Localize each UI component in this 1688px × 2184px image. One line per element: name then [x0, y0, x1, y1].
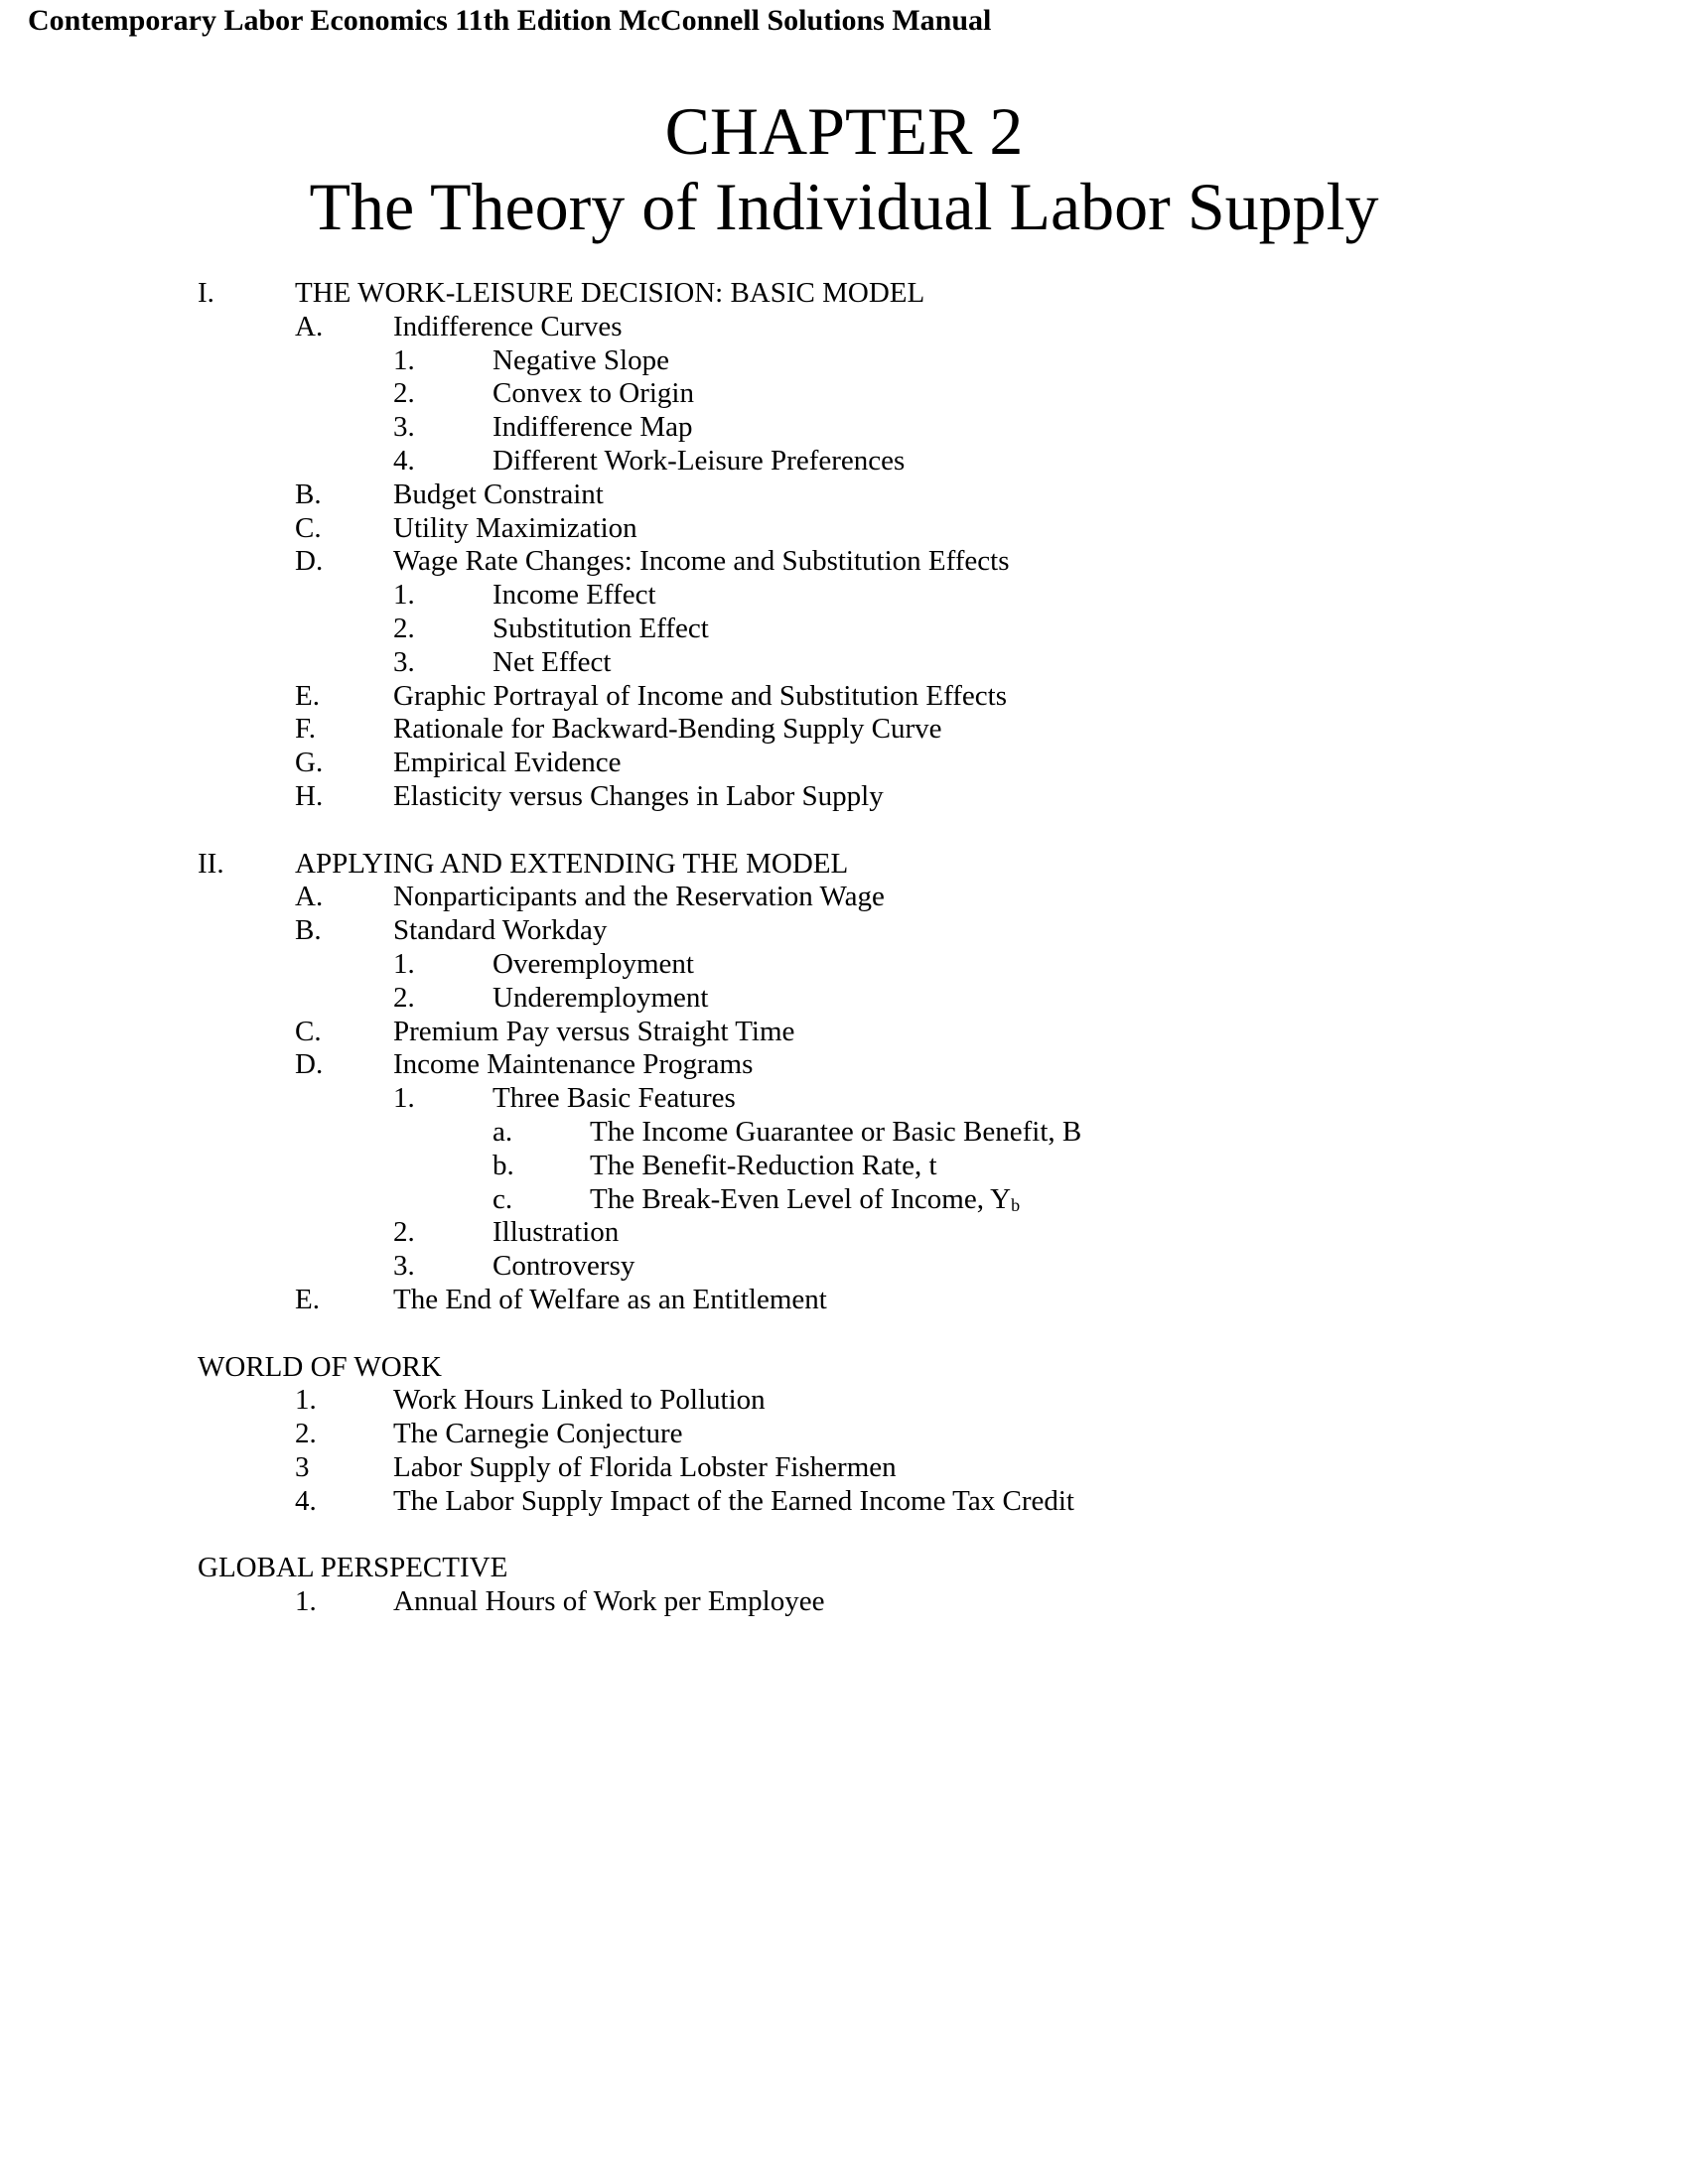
outline-text: Income Maintenance Programs — [393, 1048, 754, 1081]
outline-label: 3. — [393, 1250, 415, 1283]
outline-item — [0, 1284, 1688, 1317]
outline-text-wrap — [492, 646, 611, 680]
outline-text: Income Effect — [492, 579, 656, 612]
outline-item — [0, 545, 1688, 579]
outline-item — [0, 1384, 1688, 1418]
outline-text: The Break-Even Level of Income, Y — [590, 1182, 1012, 1215]
outline-item — [0, 982, 1688, 1016]
outline-item — [0, 881, 1688, 914]
outline-label: a. — [492, 1115, 513, 1148]
outline-text: Nonparticipants and the Reservation Wage — [393, 881, 885, 913]
outline-label: c. — [492, 1182, 513, 1215]
outline-text: The Labor Supply Impact of the Earned Income Tax Credit — [393, 1484, 1074, 1517]
outline-item — [0, 1082, 1688, 1116]
outline-label: 3 — [295, 1450, 310, 1483]
outline-item — [0, 1216, 1688, 1250]
outline-text-wrap — [393, 545, 1009, 579]
outline-text: Wage Rate Changes: Income and Substitution Effects — [393, 545, 1010, 578]
outline-label: E. — [295, 1283, 320, 1315]
outline-text-wrap — [393, 914, 607, 948]
outline-text: Three Basic Features — [492, 1082, 736, 1115]
outline-label: 2. — [393, 1216, 415, 1249]
outline-text-wrap — [393, 1585, 824, 1619]
outline-text-wrap — [492, 1250, 634, 1284]
outline-text-wrap — [492, 344, 669, 378]
outline-text: Rationale for Backward-Bending Supply Curve — [393, 713, 942, 746]
outline-text-wrap — [590, 1150, 937, 1183]
outline-text-wrap — [393, 881, 885, 914]
outline-label: B. — [295, 478, 322, 510]
outline-text: The Benefit-Reduction Rate, t — [590, 1149, 937, 1181]
outline-item — [0, 1116, 1688, 1150]
outline-text: Convex to Origin — [492, 377, 694, 410]
outline-item — [0, 914, 1688, 948]
outline-label: 1. — [393, 947, 415, 980]
outline-text: Overemployment — [492, 947, 694, 980]
outline-label: C. — [295, 1015, 322, 1047]
outline-text-wrap — [393, 1384, 766, 1418]
outline-text-wrap — [590, 1183, 1020, 1217]
outline-text: Standard Workday — [393, 914, 608, 947]
outline-item — [0, 377, 1688, 411]
outline-section — [0, 848, 1688, 882]
outline-text-wrap — [492, 411, 693, 445]
outline-text: Annual Hours of Work per Employee — [393, 1585, 825, 1618]
outline-section — [0, 1552, 1688, 1585]
outline-text: Elasticity versus Changes in Labor Supply — [393, 779, 884, 812]
outline-item — [0, 478, 1688, 512]
outline-item — [0, 1048, 1688, 1082]
outline-text-wrap — [492, 1216, 619, 1250]
outline-text: THE WORK-LEISURE DECISION: BASIC MODEL — [295, 277, 925, 309]
outline-section — [0, 277, 1688, 311]
outline-label: 1. — [393, 343, 415, 376]
outline-item — [0, 1016, 1688, 1049]
outline-item — [0, 579, 1688, 613]
outline-label: 2. — [393, 377, 415, 410]
outline-label: b. — [492, 1149, 514, 1181]
outline-label: F. — [295, 713, 317, 746]
outline-text: Net Effect — [492, 645, 612, 678]
outline-text: GLOBAL PERSPECTIVE — [198, 1552, 508, 1584]
outline-label: D. — [295, 545, 324, 578]
outline-text-wrap — [295, 277, 924, 311]
outline-label: A. — [295, 310, 324, 342]
outline-text-wrap — [492, 377, 694, 411]
outline-label: G. — [295, 747, 324, 779]
outline-item — [0, 1451, 1688, 1485]
outline-text-wrap — [393, 478, 604, 512]
outline-item — [0, 613, 1688, 646]
outline-text-wrap — [393, 311, 623, 344]
outline-item — [0, 780, 1688, 814]
outline-item — [0, 713, 1688, 747]
outline-label: 2. — [295, 1418, 317, 1450]
outline-text: WORLD OF WORK — [198, 1350, 442, 1383]
outline-label: 3. — [393, 645, 415, 678]
subscript: b — [1011, 1194, 1021, 1215]
outline-label: 1. — [393, 579, 415, 612]
outline-label: I. — [198, 277, 214, 309]
outline-text-wrap — [393, 1418, 683, 1451]
chapter-number: CHAPTER 2 — [664, 93, 1024, 169]
outline-item — [0, 311, 1688, 344]
outline-item — [0, 344, 1688, 378]
outline-text-wrap — [393, 1284, 827, 1317]
outline-text: Indifference Map — [492, 411, 693, 444]
outline-text-wrap — [492, 948, 694, 982]
outline-label: C. — [295, 511, 322, 544]
outline-text: Negative Slope — [492, 343, 669, 376]
outline-text-wrap — [393, 1016, 794, 1049]
outline-label: E. — [295, 679, 320, 712]
outline-text: Utility Maximization — [393, 511, 637, 544]
outline-label: 4. — [393, 444, 415, 477]
outline-text-wrap — [393, 747, 621, 780]
outline-text-wrap — [295, 848, 848, 882]
outline-text-wrap — [393, 780, 884, 814]
outline-text-wrap — [393, 512, 637, 546]
outline-item — [0, 411, 1688, 445]
chapter-outline — [0, 277, 1688, 1619]
outline-text-wrap — [492, 1082, 736, 1116]
outline-text-wrap — [393, 713, 942, 747]
outline-item — [0, 747, 1688, 780]
outline-text: Controversy — [492, 1250, 635, 1283]
outline-item — [0, 1250, 1688, 1284]
outline-item — [0, 680, 1688, 714]
outline-text-wrap — [198, 1351, 442, 1385]
outline-text: Underemployment — [492, 981, 709, 1014]
outline-text-wrap — [492, 445, 905, 478]
outline-text-wrap — [393, 680, 1007, 714]
outline-text: The Income Guarantee or Basic Benefit, B — [590, 1115, 1082, 1148]
outline-label: A. — [295, 881, 324, 913]
outline-item — [0, 1418, 1688, 1451]
outline-label: 3. — [393, 411, 415, 444]
outline-item — [0, 1485, 1688, 1519]
outline-text-wrap — [393, 1048, 753, 1082]
outline-item — [0, 1585, 1688, 1619]
outline-text-wrap — [393, 1451, 897, 1485]
outline-label: D. — [295, 1048, 324, 1081]
outline-label: II. — [198, 847, 224, 880]
outline-text-wrap — [590, 1116, 1081, 1150]
outline-text-wrap — [492, 613, 709, 646]
outline-label: 1. — [295, 1384, 317, 1417]
outline-item — [0, 646, 1688, 680]
outline-item — [0, 512, 1688, 546]
outline-section — [0, 1351, 1688, 1385]
outline-text: Budget Constraint — [393, 478, 604, 510]
outline-text: Illustration — [492, 1216, 620, 1249]
outline-label: 1. — [295, 1585, 317, 1618]
outline-text: Work Hours Linked to Pollution — [393, 1384, 766, 1417]
outline-text-wrap — [492, 982, 708, 1016]
outline-text-wrap — [492, 579, 656, 613]
outline-text: The Carnegie Conjecture — [393, 1418, 683, 1450]
outline-text: Indifference Curves — [393, 310, 623, 342]
chapter-title: The Theory of Individual Labor Supply — [309, 169, 1379, 244]
outline-label: 1. — [393, 1082, 415, 1115]
outline-item — [0, 445, 1688, 478]
outline-text: Empirical Evidence — [393, 747, 622, 779]
outline-text: Premium Pay versus Straight Time — [393, 1015, 795, 1047]
outline-text: APPLYING AND EXTENDING THE MODEL — [295, 847, 849, 880]
outline-text: Substitution Effect — [492, 612, 709, 644]
outline-label: 2. — [393, 981, 415, 1014]
outline-item — [0, 1150, 1688, 1183]
outline-text: Graphic Portrayal of Income and Substitution Effects — [393, 679, 1007, 712]
outline-text-wrap — [393, 1485, 1074, 1519]
outline-text: Different Work-Leisure Preferences — [492, 444, 906, 477]
outline-label: 4. — [295, 1484, 317, 1517]
outline-text: Labor Supply of Florida Lobster Fishermen — [393, 1450, 897, 1483]
running-header: Contemporary Labor Economics 11th Edition McConnell Solutions Manual — [28, 4, 992, 37]
outline-label: B. — [295, 914, 322, 947]
outline-text: The End of Welfare as an Entitlement — [393, 1283, 827, 1315]
outline-item — [0, 948, 1688, 982]
outline-item — [0, 1183, 1688, 1217]
outline-label: H. — [295, 779, 324, 812]
outline-text-wrap — [198, 1552, 507, 1585]
outline-label: 2. — [393, 612, 415, 644]
